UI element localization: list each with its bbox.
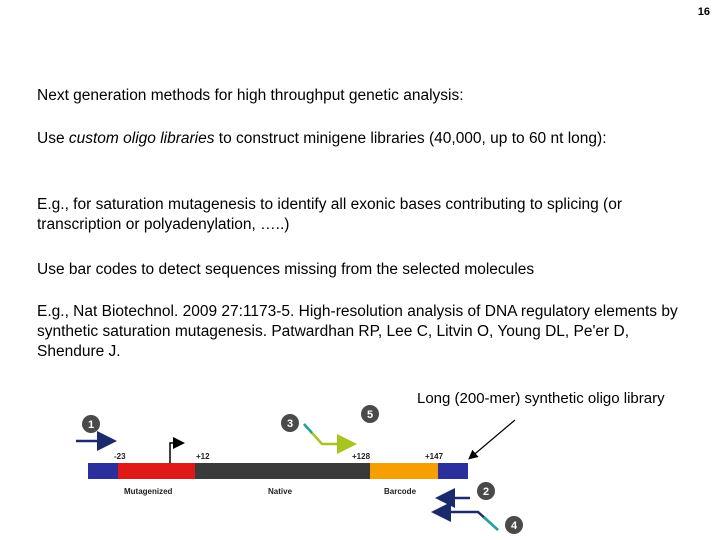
position-minus23: -23: [114, 452, 126, 461]
step-5-number: 5: [366, 409, 374, 421]
bar-segment-right-end: [438, 463, 468, 479]
primer-3-teal-tail: [304, 424, 312, 433]
label-barcode: Barcode: [384, 487, 417, 496]
primer-3-5-arrow: [304, 424, 352, 444]
step-4-number: 4: [510, 520, 518, 532]
paragraph-citation: E.g., Nat Biotechnol. 2009 27:1173-5. High-resolution analysis of DNA regulatory elements by synthetic saturation mutagenesis. Patwardhan RP, Lee C, Litvin O, Young DL, Pe'er D, Shendure J.: [37, 303, 678, 360]
transcription-start-arrow: [170, 443, 182, 463]
primer-4-teal-tail: [484, 517, 498, 530]
step-1-number: 1: [87, 419, 95, 431]
step-2-number: 2: [482, 486, 490, 498]
paragraph-bar-codes: Use bar codes to detect sequences missing from the selected molecules: [37, 261, 535, 278]
step-3-number: 3: [286, 418, 294, 430]
label-mutagenized: Mutagenized: [124, 487, 173, 496]
label-native: Native: [268, 487, 293, 496]
callout-pointer-arrow: [470, 420, 515, 458]
custom-oligo-libraries-emphasis: custom oligo libraries: [68, 130, 215, 147]
page-number: 16: [697, 6, 710, 18]
minigene-construct-figure: [0, 380, 720, 540]
paragraph-oligo-libraries-lead: Use: [37, 130, 69, 147]
paragraph-methods-heading: Next generation methods for high throughput genetic analysis:: [37, 87, 464, 104]
bar-segment-left-end: [88, 463, 118, 479]
position-plus12: +12: [196, 452, 210, 461]
position-plus147: +147: [425, 452, 444, 461]
paragraph-oligo-libraries-tail: to construct minigene libraries (40,000, up to 60 nt long):: [214, 130, 607, 147]
paragraph-saturation-example: E.g., for saturation mutagenesis to identify all exonic bases contributing to splicing (or transcription or polyadenylation, …..): [37, 196, 623, 233]
bar-segment-barcode: [370, 463, 438, 479]
position-plus128: +128: [352, 452, 371, 461]
oligo-library-callout: Long (200-mer) synthetic oligo library: [417, 390, 665, 407]
paragraph-oligo-libraries: [37, 129, 697, 149]
bar-segment-native: [195, 463, 370, 479]
bar-segment-mutagenized: [118, 463, 195, 479]
